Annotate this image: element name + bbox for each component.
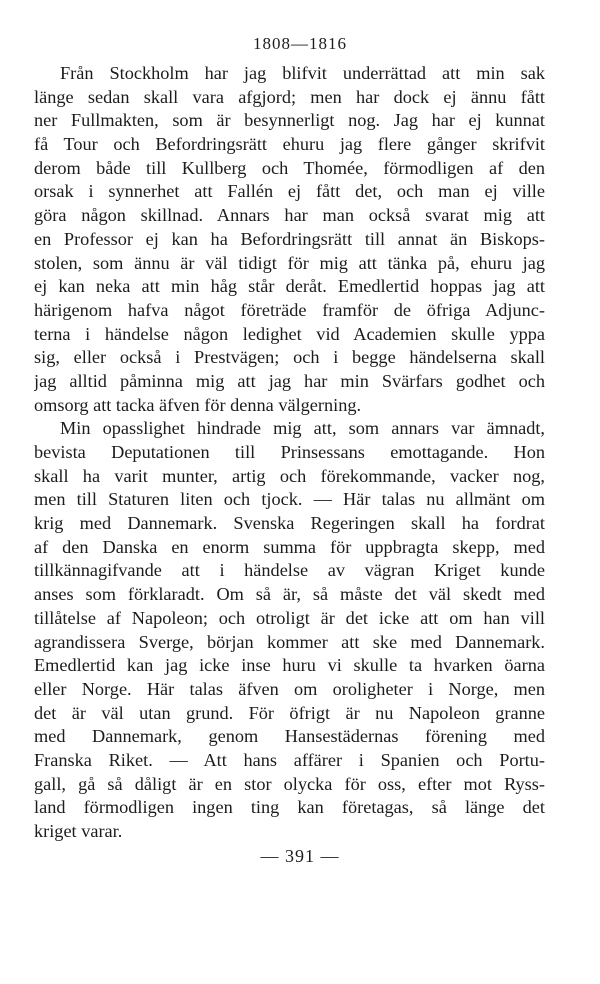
running-head: 1808—1816 xyxy=(253,34,347,53)
text-line: stolen, som ännu är väl tidigt för mig att tänka på, ehuru jag xyxy=(34,252,545,273)
text-line: skall ha varit munter, artig och förekommande, vacker nog, xyxy=(34,465,545,486)
text-line: sig, eller också i Prestvägen; och i begge händelserna skall xyxy=(34,347,545,368)
text-line: bevista Deputationen till Prinsessans emottagande. Hon xyxy=(34,442,545,462)
text-line: gall, gå så dåligt är en stor olycka för oss, efter mot Ryss- xyxy=(34,773,545,794)
text-line: Från Stockholm har jag blifvit underrättad att min sak xyxy=(60,63,545,83)
text-line: derom både till Kullberg och Thomée, förmodligen af den xyxy=(34,157,545,178)
text-line: göra någon skillnad. Annars har man också svarat mig att xyxy=(34,205,545,226)
text-line: anses som förklaradt. Om så är, så måste det väl skedt med xyxy=(34,584,545,605)
text-line: men till Staturen liten och tjock. — Här talas nu allmänt om xyxy=(34,489,545,510)
text-line: det är väl utan grund. För öfrigt är nu Napoleon granne xyxy=(34,702,545,723)
text-line: med Dannemark, genom Hansestädernas förening med xyxy=(34,726,545,747)
text-line: Franska Riket. — Att hans affärer i Spanien och Portu- xyxy=(34,749,545,770)
text-line: orsak i synnerhet att Fallén ej fått det, och man ej ville xyxy=(34,181,545,202)
text-line: Emedlertid kan jag icke inse huru vi skulle ta hvarken öarna xyxy=(34,655,545,676)
text-line: terna i händelse någon ledighet vid Academien skulle yppa xyxy=(34,323,545,344)
text-line: omsorg att tacka äfven för denna välgerning. xyxy=(34,394,362,415)
text-line: tillåtelse af Napoleon; och otroligt är det icke att om han vill xyxy=(34,607,545,628)
text-line: land förmodligen ingen ting kan företagas, så länge det xyxy=(34,797,545,818)
text-line: få Tour och Befordringsrätt ehuru jag flere gånger skrifvit xyxy=(34,134,545,155)
text-line: krig med Dannemark. Svenska Regeringen skall ha fordrat xyxy=(34,513,545,534)
text-line: härigenom hafva något företräde framför de öfriga Adjunc- xyxy=(34,299,545,320)
text-line: Min opasslighet hindrade mig att, som annars var ämnadt, xyxy=(60,418,545,439)
text-line: agrandissera Sverge, början kommer att ske med Dannemark. xyxy=(34,631,545,652)
text-line: jag alltid påminna mig att jag har min Svärfars godhet och xyxy=(34,370,545,391)
text-line: en Professor ej kan ha Befordringsrätt till annat än Biskops- xyxy=(34,228,545,249)
text-line: eller Norge. Här talas äfven om oroligheter i Norge, men xyxy=(34,678,545,699)
text-line: af den Danska en enorm summa för uppbragta skepp, med xyxy=(34,536,545,557)
text-line: tillkännagifvande att i händelse av vägran Kriget kunde xyxy=(34,560,545,581)
page-number: — 391 — xyxy=(260,846,340,866)
body-text xyxy=(34,62,545,844)
text-line: länge sedan skall vara afgjord; men har dock ej ännu fått xyxy=(34,86,545,107)
text-line: ner Fullmakten, som är besynnerligt nog. Jag har ej kunnat xyxy=(34,110,545,131)
text-line: kriget varar. xyxy=(34,821,123,841)
text-line: ej kan neka att min håg står deråt. Emedlertid hoppas jag att xyxy=(34,276,545,297)
